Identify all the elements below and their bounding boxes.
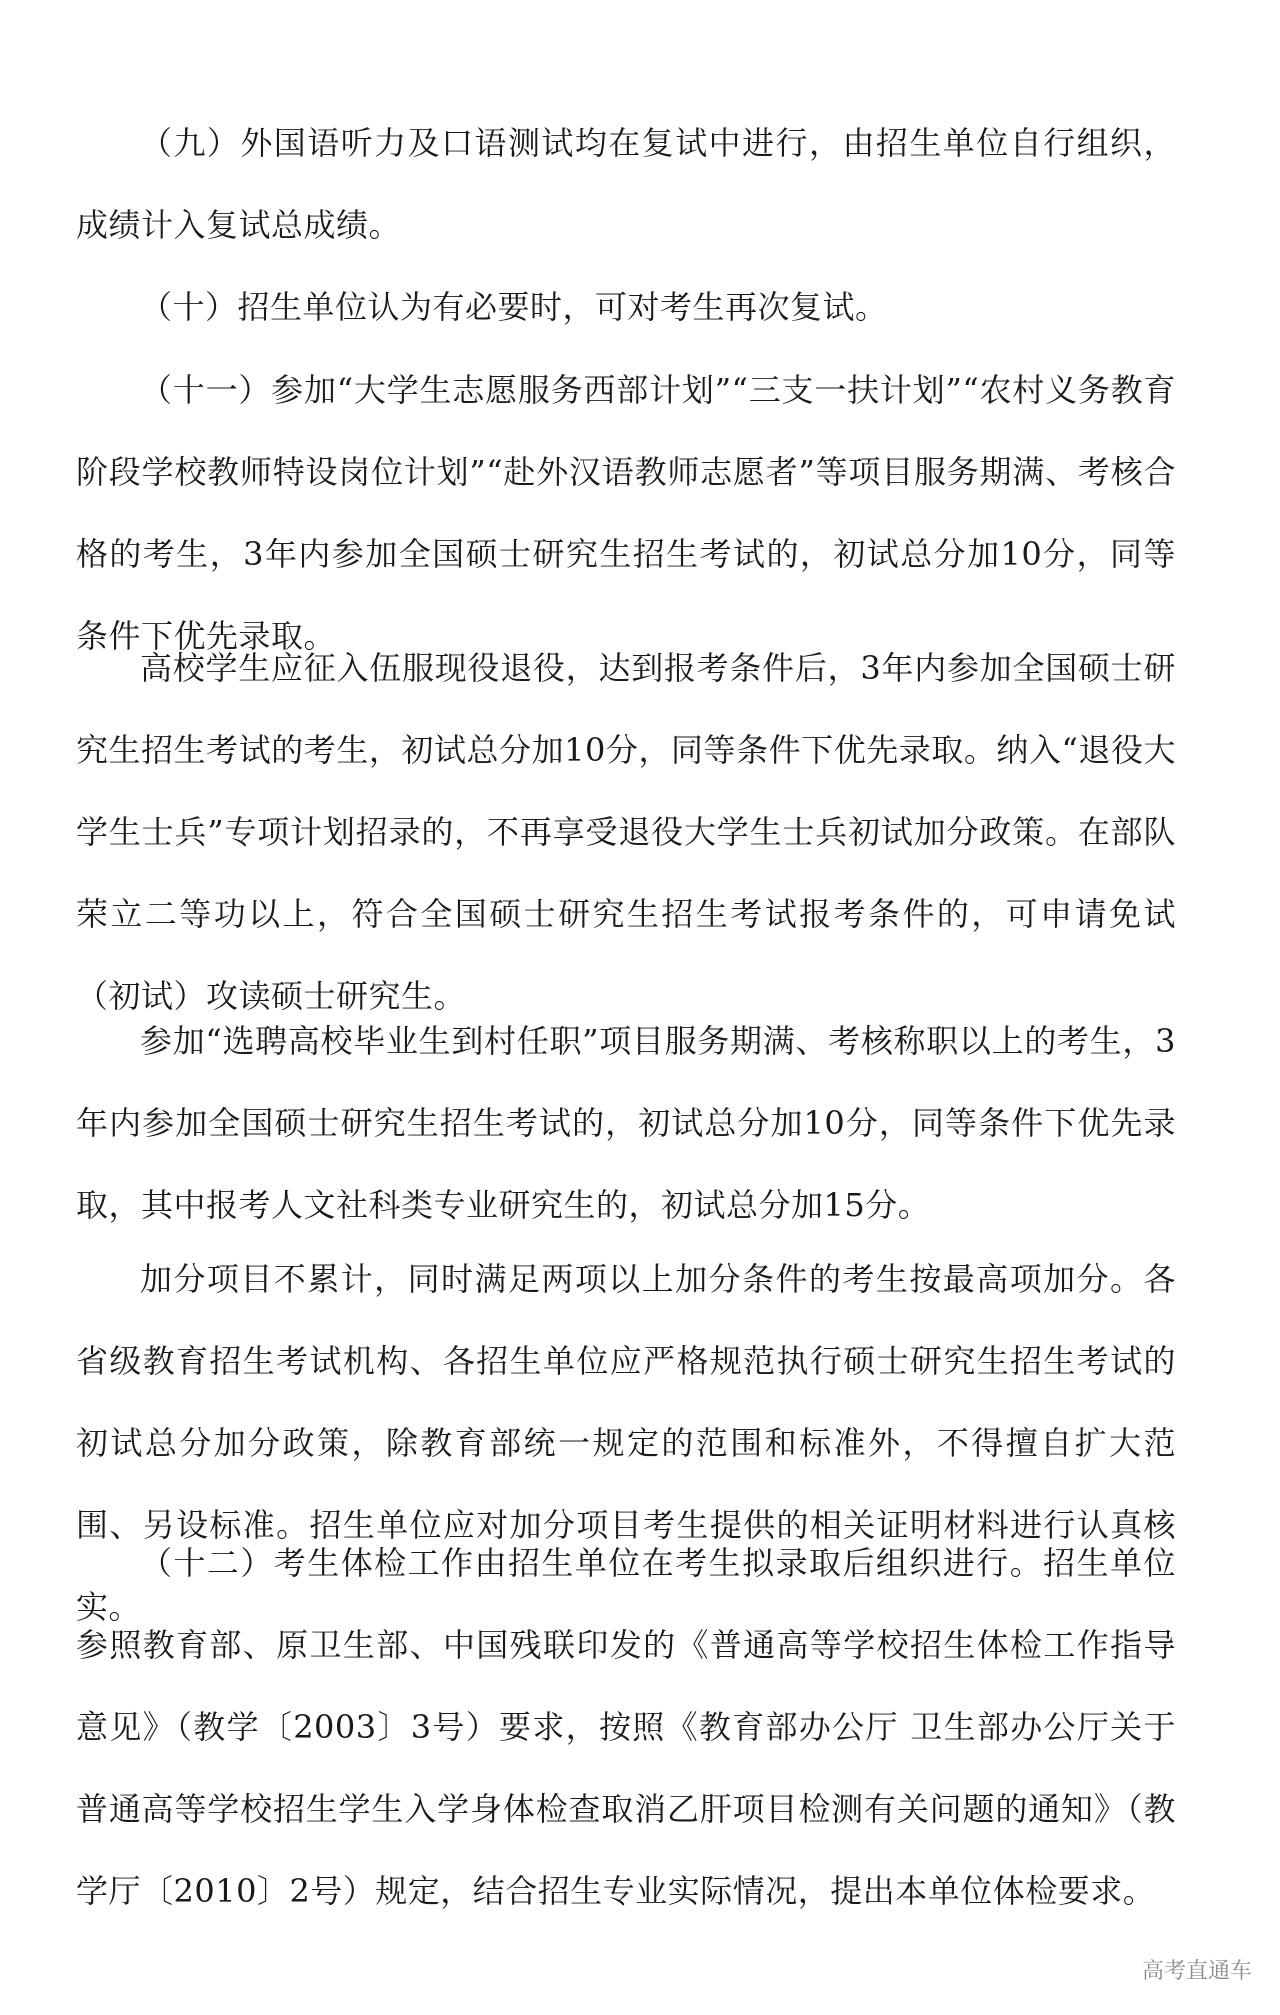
paragraph-item-10: （十）招生单位认为有必要时，可对考生再次复试。 <box>140 288 888 326</box>
paragraph-veteran-bonus: 高校学生应征入伍服现役退役，达到报考条件后，3年内参加全国硕士研究生招生考试的考生，初试总分加10分，同等条件下优先录取。纳入“退役大学生士兵”专项计划招录的，不再享受退役大学生士兵初试加分政策。在部队荣立二等功以上，符合全国硕士研究生招生考试报考条件的，可申请免试（初试）攻读硕士研究生。 <box>76 649 1176 1015</box>
paragraph-item-12: （十二）考生体检工作由招生单位在考生拟录取后组织进行。招生单位参照教育部、原卫生部、中国残联印发的《普通高等学校招生体检工作指导意见》（教学〔2003〕3号）要求，按照《教育部办公厅 卫生部办公厅关于普通高等学校招生学生入学身体检查取消乙肝项目检测有关问题的通知》（教学厅〔2010〕2号）规定，结合招生专业实际情况，提出本单位体检要求。 <box>76 1544 1176 1910</box>
paragraph-bonus-rules: 加分项目不累计，同时满足两项以上加分条件的考生按最高项加分。各省级教育招生考试机构、各招生单位应严格规范执行硕士研究生招生考试的初试总分加分政策，除教育部统一规定的范围和标准外，不得擅自扩大范围、另设标准。招生单位应对加分项目考生提供的相关证明材料进行认真核实。 <box>76 1260 1176 1626</box>
paragraph-village-official-bonus: 参加“选聘高校毕业生到村任职”项目服务期满、考核称职以上的考生，3年内参加全国硕士研究生招生考试的，初试总分加10分，同等条件下优先录取，其中报考人文社科类专业研究生的，初试总分加15分。 <box>76 1022 1176 1224</box>
paragraph-item-9: （九）外国语听力及口语测试均在复试中进行，由招生单位自行组织，成绩计入复试总成绩。 <box>76 124 1176 244</box>
paragraph-item-11: （十一）参加“大学生志愿服务西部计划”“三支一扶计划”“农村义务教育阶段学校教师特设岗位计划”“赴外汉语教师志愿者”等项目服务期满、考核合格的考生，3年内参加全国硕士研究生招生考试的，初试总分加10分，同等条件下优先录取。 <box>76 371 1176 655</box>
watermark-label: 高考直通车 <box>1141 1959 1252 1984</box>
